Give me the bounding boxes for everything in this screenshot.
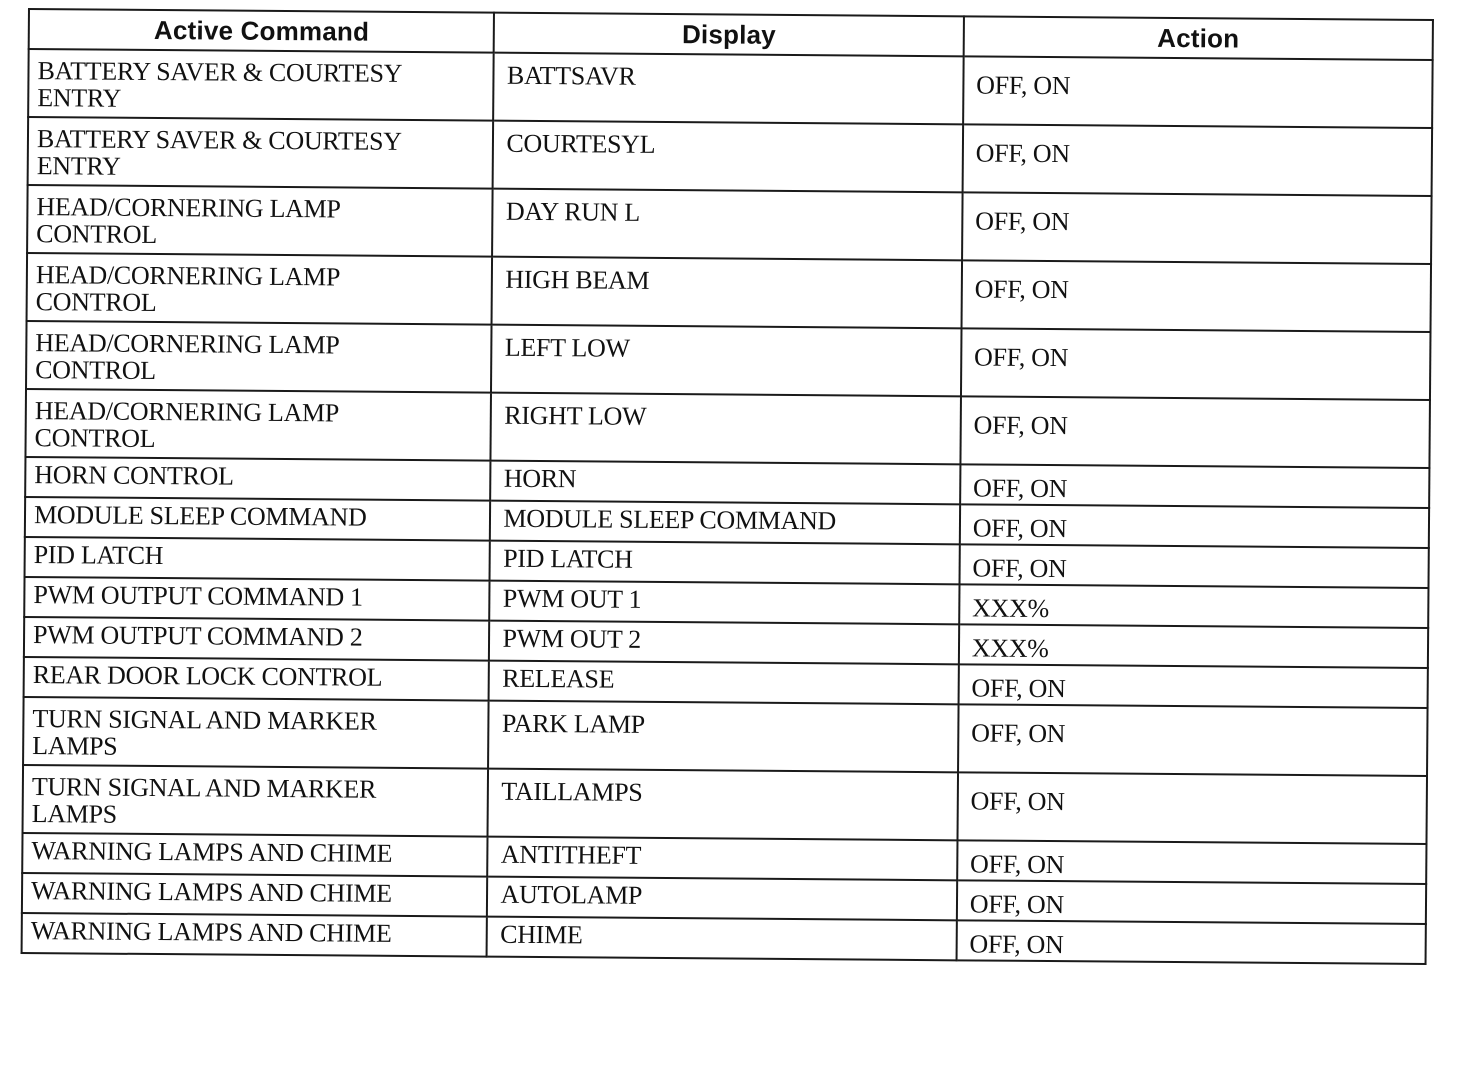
cell-command: [25, 457, 491, 501]
cell-display: [489, 621, 959, 665]
command-text: HEAD/CORNERING LAMP CONTROL: [35, 260, 341, 318]
action-text: XXX%: [972, 593, 1050, 624]
display-text: RIGHT LOW: [504, 400, 647, 431]
cell-action: [960, 396, 1430, 468]
table-row: [26, 321, 1430, 400]
display-text: BATTSAVR: [506, 60, 636, 91]
action-text: OFF, ON: [970, 786, 1065, 817]
action-text: XXX%: [971, 633, 1049, 664]
cell-command: [25, 389, 491, 461]
table-row: [28, 49, 1432, 128]
cell-command: [25, 537, 491, 581]
table-row: [23, 697, 1427, 776]
action-text: OFF, ON: [972, 513, 1067, 544]
action-text: OFF, ON: [975, 206, 1070, 237]
cell-action: [957, 772, 1427, 844]
header-action: Action: [963, 16, 1432, 60]
table-row: [27, 185, 1431, 264]
action-text: OFF, ON: [971, 718, 1066, 749]
cell-action: [959, 624, 1428, 668]
action-text: OFF, ON: [973, 342, 1069, 373]
table-body: [22, 49, 1433, 964]
display-text: TAILLAMPS: [501, 776, 643, 807]
cell-command: [23, 765, 489, 837]
command-text: MODULE SLEEP COMMAND: [33, 500, 367, 532]
command-text: TURN SIGNAL AND MARKER LAMPS: [32, 704, 377, 761]
command-text: PWM OUTPUT COMMAND 1: [33, 580, 363, 612]
command-text: TURN SIGNAL AND MARKER LAMPS: [31, 772, 377, 829]
display-text: AUTOLAMP: [500, 879, 643, 910]
action-text: OFF, ON: [974, 274, 1069, 305]
display-text: MODULE SLEEP COMMAND: [503, 503, 837, 536]
display-text: RELEASE: [502, 663, 615, 694]
cell-display: [488, 837, 958, 881]
table-row: [23, 765, 1427, 844]
cell-display: [494, 53, 964, 125]
cell-command: [25, 497, 491, 541]
display-text: DAY RUN L: [505, 196, 641, 227]
cell-display: [492, 257, 962, 329]
command-text: PID LATCH: [33, 540, 164, 571]
command-text: WARNING LAMPS AND CHIME: [31, 836, 393, 868]
cell-display: [490, 581, 960, 625]
action-text: OFF, ON: [975, 138, 1070, 169]
command-text: PWM OUTPUT COMMAND 2: [32, 620, 363, 652]
cell-command: [27, 253, 493, 325]
display-text: PWM OUT 2: [502, 623, 642, 654]
cell-display: [490, 541, 960, 585]
command-text: WARNING LAMPS AND CHIME: [30, 876, 392, 908]
display-text: PID LATCH: [503, 543, 633, 574]
cell-command: [23, 697, 489, 769]
cell-action: [962, 192, 1432, 264]
cell-command: [26, 321, 492, 393]
action-text: OFF, ON: [971, 673, 1066, 704]
table-row: [27, 253, 1431, 332]
table-row: [28, 117, 1432, 196]
cell-command: [24, 577, 490, 621]
cell-action: [960, 464, 1429, 508]
cell-display: [491, 325, 961, 397]
cell-command: [27, 185, 493, 257]
command-text: REAR DOOR LOCK CONTROL: [32, 660, 383, 692]
cell-display: [487, 917, 957, 961]
cell-action: [962, 124, 1432, 196]
action-text: OFF, ON: [972, 473, 1068, 504]
cell-display: [489, 701, 959, 773]
cell-display: [489, 661, 959, 705]
cell-command: [22, 873, 488, 917]
active-command-table: [21, 8, 1434, 965]
cell-display: [487, 877, 957, 921]
command-text: HEAD/CORNERING LAMP CONTROL: [35, 328, 340, 386]
header-display: Display: [494, 13, 964, 57]
display-text: COURTESYL: [506, 128, 656, 159]
table-row: [25, 389, 1429, 468]
display-text: CHIME: [500, 919, 583, 950]
cell-display: [493, 189, 963, 261]
display-text: ANTITHEFT: [500, 839, 642, 870]
cell-command: [28, 49, 494, 121]
cell-display: [488, 769, 958, 841]
action-text: OFF, ON: [972, 553, 1067, 584]
display-text: HIGH BEAM: [505, 264, 650, 295]
cell-action: [960, 504, 1429, 548]
display-text: LEFT LOW: [504, 332, 630, 363]
action-text: OFF, ON: [973, 410, 1068, 441]
cell-action: [963, 56, 1433, 128]
cell-action: [956, 920, 1425, 964]
header-active-command: Active Command: [29, 9, 495, 53]
cell-action: [959, 584, 1428, 628]
command-text: BATTERY SAVER & COURTESY ENTRY: [36, 124, 402, 181]
display-text: PWM OUT 1: [502, 583, 642, 614]
cell-action: [958, 664, 1427, 708]
command-text: HEAD/CORNERING LAMP CONTROL: [34, 396, 340, 454]
action-text: OFF, ON: [969, 889, 1064, 920]
command-text: BATTERY SAVER & COURTESY ENTRY: [37, 56, 403, 113]
cell-command: [28, 117, 494, 189]
command-text: HORN CONTROL: [34, 460, 234, 491]
cell-display: [493, 121, 963, 193]
cell-command: [24, 657, 490, 701]
cell-display: [490, 501, 960, 545]
cell-action: [959, 544, 1428, 588]
action-text: OFF, ON: [969, 929, 1064, 960]
cell-display: [491, 461, 961, 505]
cell-action: [961, 260, 1431, 332]
command-text: WARNING LAMPS AND CHIME: [30, 916, 392, 948]
cell-command: [22, 833, 488, 877]
cell-display: [491, 393, 961, 465]
action-text: OFF, ON: [976, 70, 1071, 101]
command-text: HEAD/CORNERING LAMP CONTROL: [36, 192, 341, 250]
cell-action: [961, 328, 1431, 400]
cell-action: [957, 840, 1426, 884]
action-text: OFF, ON: [970, 849, 1065, 880]
cell-action: [957, 880, 1426, 924]
display-text: HORN: [503, 463, 577, 494]
cell-command: [24, 617, 490, 661]
cell-command: [22, 913, 488, 957]
display-text: PARK LAMP: [501, 708, 646, 739]
cell-action: [958, 704, 1428, 776]
